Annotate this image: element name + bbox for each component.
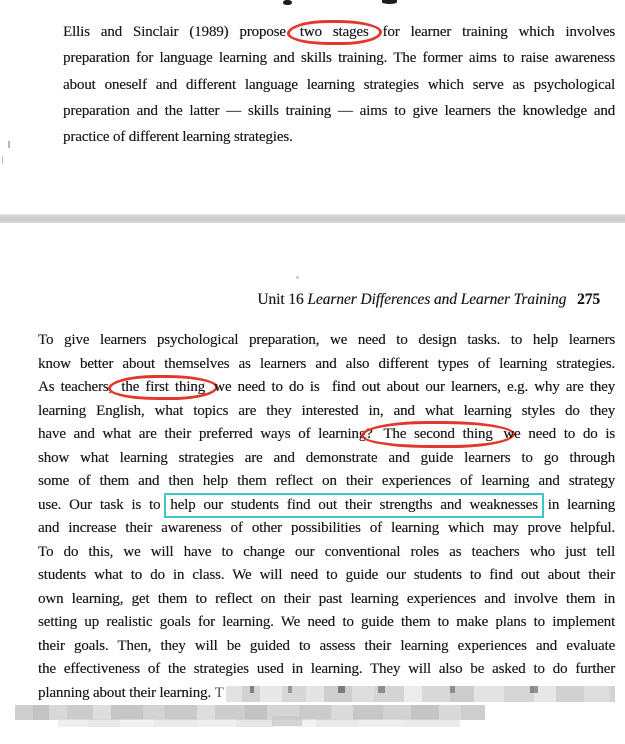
text-segment: know better about themselves as learners and also different types of learning strategies. xyxy=(38,355,615,372)
redacted-text-blur-faint xyxy=(58,719,460,727)
text-line xyxy=(38,564,615,588)
text-segment: own learning, get them to reflect on their past learning experiences and involve them in xyxy=(38,590,615,607)
text-segment: To give learners psychological preparation, we need to design tasks. to help learners xyxy=(38,332,615,348)
text-line xyxy=(38,517,615,541)
ghost-character: T xyxy=(214,684,224,701)
page-divider-bar xyxy=(0,214,625,223)
cropped-text-remnant xyxy=(283,0,292,5)
cropped-text-remnant xyxy=(382,0,397,4)
text-segment: some of them and then help them reflect on their experiences of learning and strategy xyxy=(38,473,615,489)
text-segment: students what to do in class. We will need to guide our students to find out about their xyxy=(38,567,615,583)
text-segment: for learner training which involves xyxy=(371,24,615,40)
text-segment: have and what are their preferred ways of learning? xyxy=(38,426,381,442)
scan-speck xyxy=(296,276,299,279)
text-segment: in learning xyxy=(539,496,615,513)
red-circle-annotation: the first thing xyxy=(108,375,218,400)
text-line xyxy=(38,376,615,400)
redacted-text-blur xyxy=(15,705,485,720)
text-line xyxy=(63,19,615,45)
running-header xyxy=(257,291,600,309)
text-line xyxy=(63,72,615,98)
text-line xyxy=(38,447,615,471)
redacted-text-blur-fragment xyxy=(272,716,302,726)
highlight-box-annotation: help our students find out their strengths and weaknesses xyxy=(164,493,544,518)
redacted-text-blur xyxy=(226,686,615,702)
text-line xyxy=(38,611,615,635)
text-segment: preparation and the latter — skills training — aims to give learners the knowledge and xyxy=(63,102,615,119)
text-segment: practice of different learning strategies. xyxy=(63,129,293,146)
text-line xyxy=(38,588,615,612)
text-segment: To do this, we will have to change our conventional roles as teachers who just tell xyxy=(38,543,615,560)
text-segment: use. Our task is to xyxy=(38,496,169,513)
scan-speck xyxy=(2,156,3,164)
text-line xyxy=(38,541,615,565)
text-line xyxy=(38,400,615,424)
text-segment: we need to do is find out about our learners, e.g. why are they xyxy=(207,379,615,395)
text-line xyxy=(63,124,615,150)
page-number: 275 xyxy=(577,291,600,308)
text-segment: Ellis and Sinclair (1989) propose xyxy=(63,24,297,40)
text-segment: show what learning strategies are and demonstrate and guide learners to go through xyxy=(38,449,615,466)
text-segment: and increase their awareness of other possibilities of learning which may prove helpful. xyxy=(38,520,615,536)
text-line xyxy=(63,98,615,124)
text-segment: planning about their learning. xyxy=(38,684,215,701)
text-line xyxy=(38,329,615,353)
text-line xyxy=(38,353,615,377)
chapter-title: Learner Differences and Learner Training xyxy=(307,291,567,308)
scan-speck xyxy=(8,141,10,148)
text-line xyxy=(38,470,615,494)
unit-label: Unit 16 xyxy=(257,291,304,308)
text-line xyxy=(38,635,615,659)
red-circle-annotation: two stages xyxy=(287,20,382,45)
text-line xyxy=(38,423,615,447)
text-line xyxy=(38,658,615,682)
text-line xyxy=(63,45,615,71)
quote-paragraph-ellis-sinclair xyxy=(63,19,615,150)
text-segment: preparation for language learning and skills training. The former aims to raise awareness xyxy=(63,50,615,67)
red-circle-annotation: The second thing xyxy=(361,421,514,448)
text-line xyxy=(38,682,615,706)
text-segment: learning English, what topics are they interested in, and what learning styles do they xyxy=(38,402,615,419)
text-segment: setting up realistic goals for learning. We need to guide them to make plans to implement xyxy=(38,614,615,630)
text-segment: the effectiveness of the strategies used in learning. They will also be asked to do further xyxy=(38,661,615,677)
text-segment: we need to do is xyxy=(495,426,615,442)
text-segment: about oneself and different language learning strategies which serve as psychological xyxy=(63,76,615,93)
text-segment: As teachers, xyxy=(38,379,119,395)
text-segment: their goals. Then, they will be guided to assess their learning experiences and evaluate xyxy=(38,637,615,654)
text-line xyxy=(38,494,615,518)
body-paragraph-learner-training xyxy=(38,329,615,705)
